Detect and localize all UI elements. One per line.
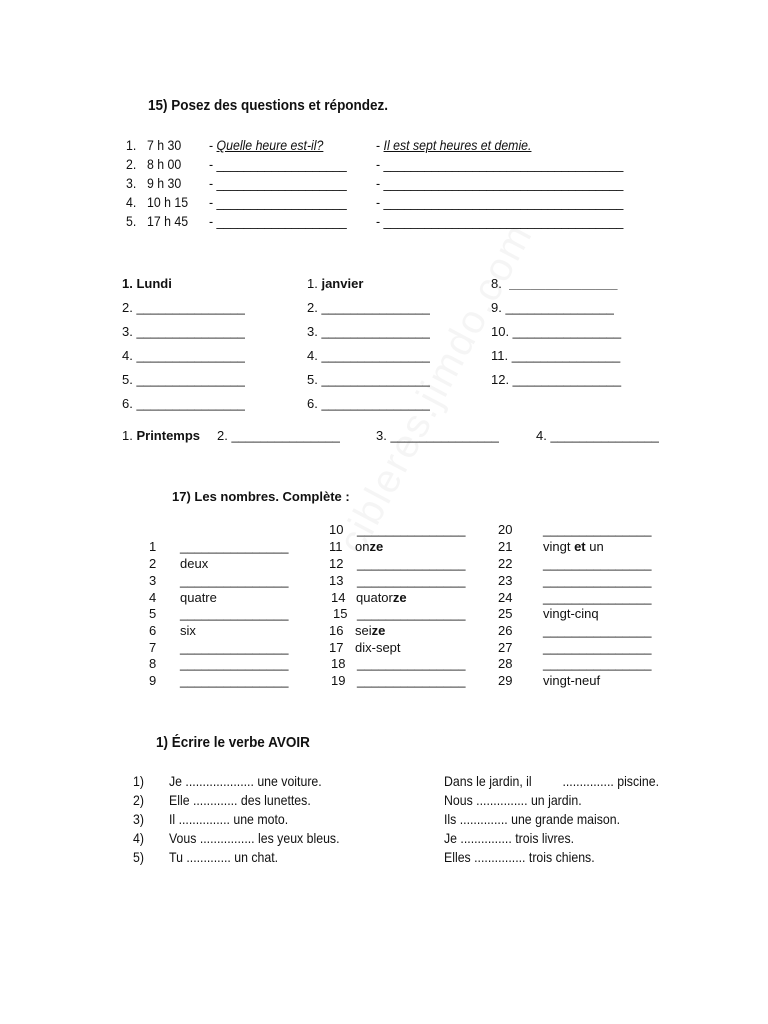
number-word: _______________ xyxy=(180,539,289,554)
number-word: onze xyxy=(355,539,384,554)
number-word: deux xyxy=(180,556,209,571)
number-word: _______________ xyxy=(357,606,466,621)
question-blank: - ___________________ xyxy=(209,175,347,191)
question-blank: - ___________________ xyxy=(209,194,347,210)
number-word: vingt-neuf xyxy=(543,673,601,688)
row-number: 3) xyxy=(133,811,144,827)
number: 14 xyxy=(331,590,346,605)
number: 22 xyxy=(498,556,513,571)
number: 21 xyxy=(498,539,513,554)
month-item: 9. _______________ xyxy=(491,300,614,315)
number: 5 xyxy=(149,606,157,621)
number: 18 xyxy=(331,656,346,671)
number-word: _______________ xyxy=(180,656,289,671)
month-item: 1. janvier xyxy=(307,276,364,291)
day-item: 5. _______________ xyxy=(122,372,245,387)
sentence-right: Ils .............. une grande maison. xyxy=(444,811,620,827)
sentence-left: Tu ............. un chat. xyxy=(169,849,279,865)
sentence-right: Elles ............... trois chiens. xyxy=(444,849,595,865)
number-word: vingt et un xyxy=(543,539,604,554)
month-item: 11. _______________ xyxy=(491,348,621,363)
day-item-label: 1. Lundi xyxy=(122,276,172,291)
number: 20 xyxy=(498,522,513,537)
season-item: 1. Printemps xyxy=(122,428,201,443)
number-word: _______________ xyxy=(543,656,652,671)
number: 9 xyxy=(149,673,157,688)
answer-blank: - ___________________________________ xyxy=(376,175,624,191)
day-item: 2. _______________ xyxy=(122,300,245,315)
time: 17 h 45 xyxy=(147,213,189,229)
number: 3 xyxy=(149,573,157,588)
time: 8 h 00 xyxy=(147,156,182,172)
number-word: _______________ xyxy=(543,522,652,537)
row-number: 1) xyxy=(133,773,144,789)
number: 19 xyxy=(331,673,346,688)
number-word: _______________ xyxy=(357,673,466,688)
season-item: 2. _______________ xyxy=(217,428,340,443)
month-item: 10. _______________ xyxy=(491,324,622,339)
row-number: 1. xyxy=(126,137,137,153)
number-word: _______________ xyxy=(357,573,466,588)
number-word: _______________ xyxy=(543,640,652,655)
row-number: 2) xyxy=(133,792,144,808)
time: 7 h 30 xyxy=(147,137,182,153)
number-word: six xyxy=(180,623,196,638)
number-word: _______________ xyxy=(543,573,652,588)
day-item: 4. _______________ xyxy=(122,348,245,363)
day-item xyxy=(122,276,172,291)
number: 24 xyxy=(498,590,513,605)
question: - Quelle heure est-il? xyxy=(209,137,324,153)
day-item: 3. _______________ xyxy=(122,324,245,339)
sentence-left: Je .................... une voiture. xyxy=(169,773,322,789)
month-item: 2. _______________ xyxy=(307,300,430,315)
answer-blank: - ___________________________________ xyxy=(376,194,624,210)
number-word: _______________ xyxy=(180,640,289,655)
sentence-right: Dans le jardin, il ............... piscine. xyxy=(444,773,659,789)
number-word: _______________ xyxy=(357,556,466,571)
sentence-left: Elle ............. des lunettes. xyxy=(169,792,311,808)
season-item-label: Printemps xyxy=(136,428,201,443)
month-item: 3. _______________ xyxy=(307,324,430,339)
number-word-suffix: ze xyxy=(392,590,407,605)
section-17-title: 17) Les nombres. Complète : xyxy=(172,489,350,504)
month-item: 4. _______________ xyxy=(307,348,430,363)
sentence-right: Je ............... trois livres. xyxy=(444,830,575,846)
row-number: 4. xyxy=(126,194,137,210)
number-word: seize xyxy=(355,623,386,638)
watermark xyxy=(330,216,542,561)
number-word-et: et xyxy=(574,539,586,554)
number-word: _______________ xyxy=(357,656,466,671)
number-word: _______________ xyxy=(357,522,466,537)
sentence-left: Il ............... une moto. xyxy=(169,811,289,827)
number: 2 xyxy=(149,556,157,571)
answer-blank: - ___________________________________ xyxy=(376,156,624,172)
number-word: _______________ xyxy=(180,573,289,588)
answer-text: Il est sept heures et demie. xyxy=(383,137,532,153)
row-number: 2. xyxy=(126,156,137,172)
month-item: 12. _______________ xyxy=(491,372,622,387)
month-item: 8. _______________ xyxy=(491,276,618,291)
season-item: 3. _______________ xyxy=(376,428,499,443)
question-blank: - ___________________ xyxy=(209,156,347,172)
number: 17 xyxy=(329,640,344,655)
number: 28 xyxy=(498,656,513,671)
number: 29 xyxy=(498,673,513,688)
number: 25 xyxy=(498,606,513,621)
number-word: _______________ xyxy=(180,673,289,688)
month-item: 5. _______________ xyxy=(307,372,430,387)
number: 10 xyxy=(329,522,344,537)
question-blank: - ___________________ xyxy=(209,213,347,229)
number-word-suffix: ze xyxy=(369,539,384,554)
row-number: 3. xyxy=(126,175,137,191)
number-word: _______________ xyxy=(543,556,652,571)
number: 16 xyxy=(329,623,344,638)
day-item: 6. _______________ xyxy=(122,396,245,411)
row-number: 5) xyxy=(133,849,144,865)
answer: - Il est sept heures et demie. xyxy=(376,137,532,153)
number-word: _______________ xyxy=(543,623,652,638)
month-item-label: janvier xyxy=(321,276,364,291)
month-item-blank: _______________ xyxy=(509,276,618,291)
number-word: _______________ xyxy=(180,606,289,621)
sentence-right: Nous ............... un jardin. xyxy=(444,792,582,808)
number: 26 xyxy=(498,623,513,638)
row-number: 4) xyxy=(133,830,144,846)
number: 27 xyxy=(498,640,513,655)
number-word: vingt-cinq xyxy=(543,606,599,621)
number: 15 xyxy=(333,606,348,621)
row-number: 5. xyxy=(126,213,137,229)
section-avoir-title: 1) Écrire le verbe AVOIR xyxy=(156,734,310,751)
question-text: Quelle heure est-il? xyxy=(216,137,324,153)
month-item: 6. _______________ xyxy=(307,396,430,411)
section-15-title: 15) Posez des questions et répondez. xyxy=(148,97,389,114)
number: 12 xyxy=(329,556,344,571)
number-word: quatre xyxy=(180,590,217,605)
time: 9 h 30 xyxy=(147,175,182,191)
number: 13 xyxy=(329,573,344,588)
number-word: _______________ xyxy=(543,590,652,605)
number-word: quatorze xyxy=(356,590,407,605)
number: 8 xyxy=(149,656,157,671)
number-word: dix-sept xyxy=(355,640,401,655)
season-item: 4. _______________ xyxy=(536,428,659,443)
number: 23 xyxy=(498,573,513,588)
number: 7 xyxy=(149,640,157,655)
number: 6 xyxy=(149,623,157,638)
sentence-left: Vous ................ les yeux bleus. xyxy=(169,830,340,846)
number: 11 xyxy=(329,539,343,554)
number: 4 xyxy=(149,590,157,605)
number-word-suffix: ze xyxy=(371,623,386,638)
answer-blank: - ___________________________________ xyxy=(376,213,624,229)
number: 1 xyxy=(149,539,157,554)
time: 10 h 15 xyxy=(147,194,189,210)
